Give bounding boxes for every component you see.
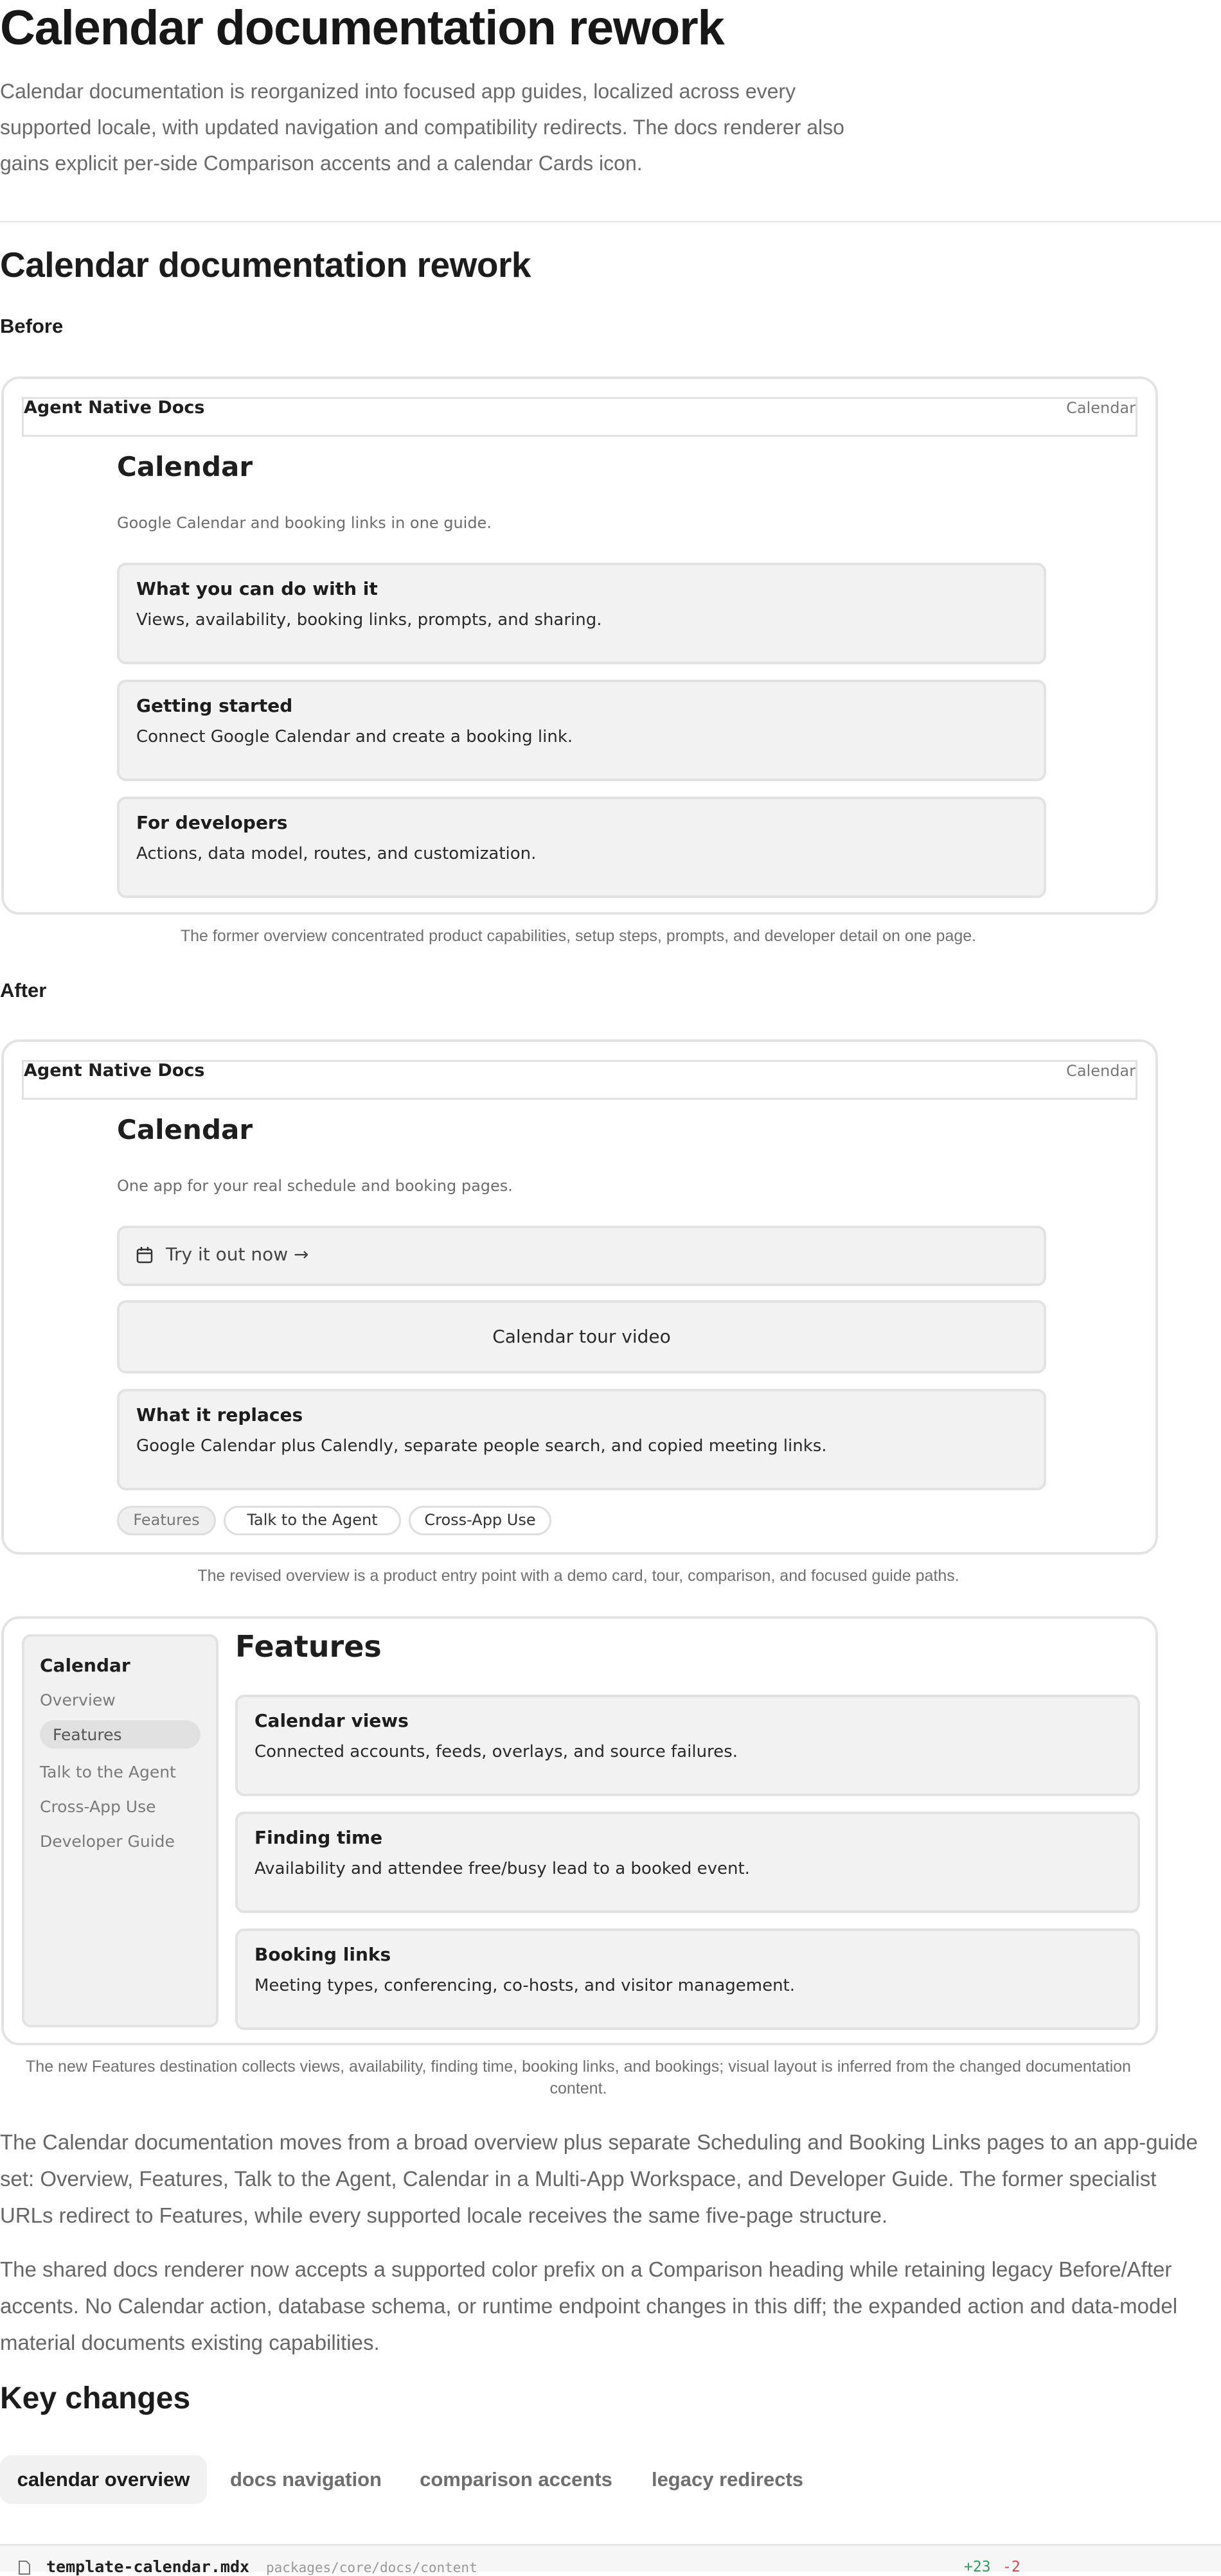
pill-features[interactable]: Features: [117, 1506, 216, 1535]
file-icon: [18, 2560, 31, 2575]
calendar-icon: [136, 1246, 153, 1264]
sidebar-title: Calendar: [40, 1655, 130, 1676]
card-desc: Actions, data model, routes, and customization.: [136, 844, 537, 863]
card-getting-started[interactable]: [117, 680, 1046, 781]
card-capabilities[interactable]: [117, 563, 1046, 664]
file-path: packages/core/docs/content: [266, 2560, 477, 2575]
card-title: Getting started: [136, 695, 293, 716]
brand-logo[interactable]: Agent Native Docs: [24, 1061, 205, 1081]
sidebar-item-features[interactable]: [40, 1720, 201, 1749]
card-desc: Views, availability, booking links, prompts, and sharing.: [136, 610, 602, 630]
after-topbar: [22, 1060, 1137, 1100]
after-caption: The revised overview is a product entry point with a demo card, tour, comparison, and focused guide paths.: [197, 1567, 959, 1585]
file-header[interactable]: [0, 2544, 1221, 2576]
card-developers[interactable]: [117, 797, 1046, 898]
tour-video[interactable]: [117, 1300, 1046, 1373]
sidebar-item-overview[interactable]: Overview: [40, 1691, 116, 1709]
tab-docs-navigation[interactable]: docs navigation: [230, 2468, 382, 2491]
lines-removed: -2: [1003, 2559, 1020, 2575]
replaces-card[interactable]: [117, 1389, 1046, 1490]
body-paragraph-2: The shared docs renderer now accepts a supported color prefix on a Comparison heading while retaining legacy Before/After accents. No Calendar action, database schema, or runtime endpoint changes in this diff; the expanded action and data-model material documents existing capabilities.: [0, 2257, 1178, 2354]
breadcrumb[interactable]: Calendar: [1066, 399, 1136, 417]
card-finding-time[interactable]: [235, 1812, 1140, 1913]
features-frame: [1, 1616, 1158, 2045]
breadcrumb[interactable]: Calendar: [1066, 1062, 1136, 1080]
before-caption: The former overview concentrated product capabilities, setup steps, prompts, and developer detail on one page.: [180, 927, 977, 945]
divider: [0, 221, 1221, 222]
card-calendar-views[interactable]: [235, 1695, 1140, 1796]
tab-calendar-overview[interactable]: calendar overview: [0, 2455, 207, 2504]
card-title: Finding time: [254, 1827, 383, 1848]
page-title: Calendar documentation rework: [0, 1, 724, 55]
card-desc: Meeting types, conferencing, co-hosts, and visitor management.: [254, 1976, 796, 1995]
sidebar-item-talk-to-agent[interactable]: Talk to the Agent: [40, 1763, 176, 1781]
card-desc: Availability and attendee free/busy lead to a booked event.: [254, 1859, 750, 1878]
try-it-card[interactable]: [117, 1226, 1046, 1286]
card-title: What it replaces: [136, 1404, 303, 1425]
sidebar-item-developer-guide[interactable]: Developer Guide: [40, 1832, 175, 1851]
card-desc: Connected accounts, feeds, overlays, and source failures.: [254, 1742, 738, 1761]
sidebar-item-cross-app-use[interactable]: Cross-App Use: [40, 1797, 156, 1816]
lines-added: +23: [964, 2559, 991, 2575]
try-it-label: Try it out now →: [166, 1244, 309, 1265]
card-title: What you can do with it: [136, 578, 378, 599]
card-desc: Connect Google Calendar and create a booking link.: [136, 727, 573, 746]
after-label: After: [0, 979, 47, 1001]
app-title: Calendar: [117, 451, 253, 482]
tab-legacy-redirects[interactable]: legacy redirects: [651, 2468, 804, 2491]
features-caption: The new Features destination collects views, availability, finding time, booking links, and bookings; visual layout is inferred from the changed documentation content.: [26, 2058, 1131, 2097]
card-title: Calendar views: [254, 1710, 409, 1731]
card-title: Booking links: [254, 1944, 391, 1965]
after-frame: [1, 1039, 1158, 1555]
brand-logo[interactable]: Agent Native Docs: [24, 398, 205, 418]
before-frame: [1, 376, 1158, 915]
app-title: Calendar: [117, 1114, 253, 1145]
tour-video-label: Calendar tour video: [492, 1326, 671, 1347]
features-sidebar: [22, 1634, 218, 2027]
features-heading: Features: [235, 1629, 382, 1664]
pill-cross-app-use[interactable]: Cross-App Use: [409, 1506, 551, 1535]
app-subtitle: One app for your real schedule and booking pages.: [117, 1177, 513, 1195]
pill-talk-to-agent[interactable]: Talk to the Agent: [224, 1506, 401, 1535]
app-subtitle: Google Calendar and booking links in one guide.: [117, 514, 492, 532]
page-intro: Calendar documentation is reorganized into focused app guides, localized across every supported locale, with updated navigation and compatibility redirects. The docs renderer also gains explicit per-side Comparison accents and a calendar Cards icon.: [0, 80, 844, 175]
before-topbar: [22, 397, 1137, 437]
tab-comparison-accents[interactable]: comparison accents: [420, 2468, 612, 2491]
card-title: For developers: [136, 812, 288, 833]
card-desc: Google Calendar plus Calendly, separate people search, and copied meeting links.: [136, 1436, 827, 1456]
body-paragraph-1: The Calendar documentation moves from a broad overview plus separate Scheduling and Booking Links pages to an app-guide set: Overview, Features, Talk to the Agent, Calendar in a Multi-App Workspace, and Developer Guide. The former specialist URLs redirect to Features, while every supported locale receives the same five-page structure.: [0, 2130, 1198, 2227]
file-name: template-calendar.mdx: [46, 2557, 250, 2576]
sidebar-item-label: Features: [53, 1725, 122, 1744]
key-changes-heading: Key changes: [0, 2381, 191, 2415]
section-heading: Calendar documentation rework: [0, 245, 531, 285]
before-label: Before: [0, 315, 64, 337]
card-booking-links[interactable]: [235, 1928, 1140, 2030]
